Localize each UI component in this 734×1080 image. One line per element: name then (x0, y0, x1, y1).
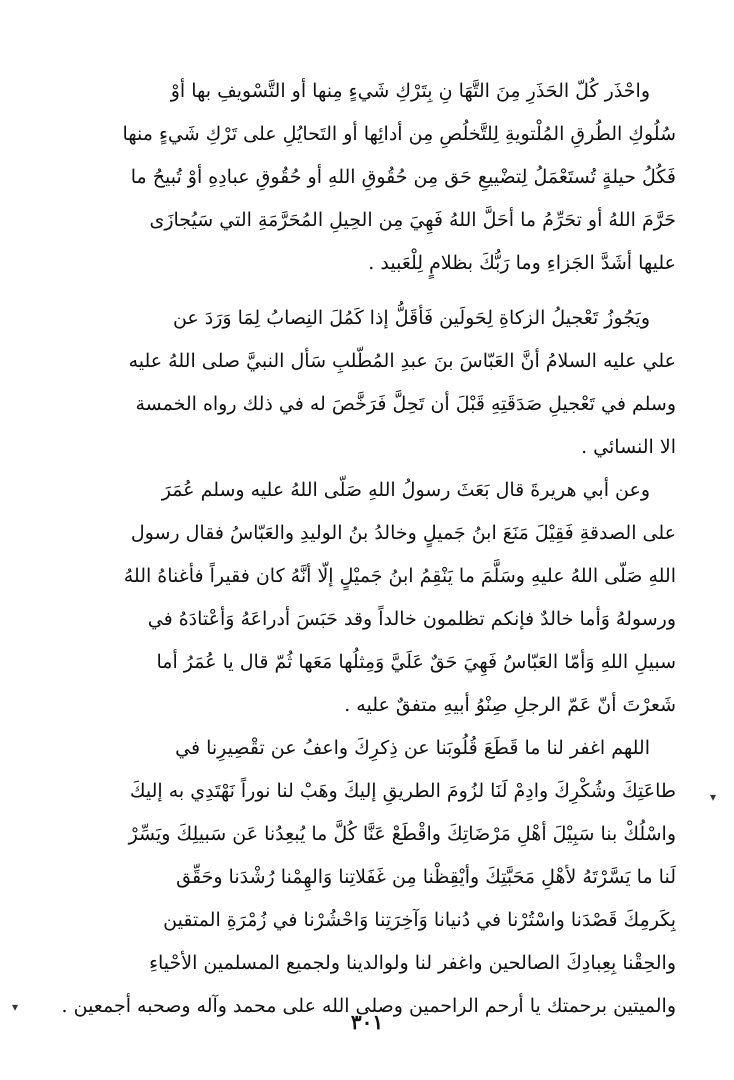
text-line: سبيلِ اللهِ وَأمّا العَبّاسُ فَهِيَ حَقٌ عَلَيَّ وَمِثلُها مَعَها ثُمّ قال يا عُمَرُ أما (156, 651, 676, 673)
margin-mark-left: ▾ (12, 1000, 19, 1014)
text-line: بِكَرمِكَ قَصْدَنا واسْتُرْنا في دُنيانا وَآخِرَتِنا وَاحْشُرْنا في زُمْرَةِ المتقين (163, 909, 676, 931)
text-line: اللهِ صَلّى اللهُ عليهِ وسَلَّمَ ما يَنْقِمُ ابنُ جَميْلٍ إلّا أنَّهُ كان فقيراً فأغناهُ اللهُ (123, 565, 676, 587)
text-line: والميتين برحمتك يا أرحم الراحمين وصلى الله على محمد وآله وصحبه أجمعين . (61, 995, 676, 1017)
body-text (60, 70, 676, 1028)
paragraph-hadith-abu-hurayra (60, 469, 676, 727)
text-line: وعن أبي هريرةَ قال بَعَثَ رسولُ اللهِ صَلّى اللهُ عليه وسلم عُمَرَ (161, 479, 650, 501)
text-line: شَعرْتَ أنّ عَمّ الرجلِ صِنْوُ أبيهِ متفقٌ عليه . (344, 694, 676, 716)
text-line: لَنا ما يَسَّرْتَهُ لأهْلِ مَحَبَّتِكَ وأيْقِظْنا مِن غَفَلاتِنا وَالهِمْنا رُشْدَنا وحَقِّق (176, 866, 676, 888)
text-line: ويَجُوزُ تَعْجيلُ الزكاةِ لِحَولَين فَأقَلُّ إذا كَمُلَ النِصابُ لِمَا وَرَدَ عن (172, 307, 650, 329)
paragraph-tajil-zakat (60, 297, 676, 469)
text-line: عليها أشَدَّ الجَزاءِ وما رَبُّكَ بظلامٍ لِلْعَبيد . (368, 252, 676, 274)
text-line: ورسولهُ وَأما خالدٌ فإنكم تظلمون خالداً وقد حَبَسَ أدراعَهُ وَأعْتادَهُ في (147, 608, 676, 630)
text-line: سُلُوكِ الطُرقِ المُلْتويةِ لِلتَّخلُصِ مِن أدائِها أو التَحايُلِ على تَرْكِ شَيءٍ منها (122, 123, 676, 145)
paragraph-dua (60, 727, 676, 1028)
text-line: علي عليه السلامُ أنَّ العَبّاسَ بنَ عبدِ المُطّلبِ سَأل النبيَّ صلى اللهُ عليه (128, 350, 676, 372)
text-line: طاعَتِكَ وشُكْرِكَ وادِمْ لَنَا لزُومَ الطريقِ إليكَ وهَبْ لنا نوراً نَهْتَدِي به إليكَ (129, 780, 676, 802)
text-line: وسلم في تَعْجيلِ صَدَقَتِهِ قَبْلَ أن تَحِلَّ فَرَخَّصَ له في ذلك رواه الخمسة (135, 393, 676, 415)
text-line: على الصدقةِ فَقِيْلَ مَنَعَ ابنُ جَميلٍ وخالدُ بنُ الوليدِ والعَبّاسُ فقال رسول (130, 522, 676, 544)
text-line: واحْذَر كُلّ الحَذَرِ مِنَ التَّهَا نِ بِتَرْكِ شَيءٍ مِنها أو التَّسْويفِ بها أوْ (170, 80, 650, 102)
text-line: اللهم اغفر لنا ما قَطَعَ قُلُوبَنا عن ذِكرِكَ واعفُ عن تقْصِيرِنا في (175, 737, 650, 759)
text-line: الا النسائي . (581, 436, 676, 458)
paragraph-hiyal (60, 70, 676, 285)
page-number: ٣٠١ (350, 1010, 384, 1034)
text-line: حَرَّمَ اللهُ أو تحَرِّمُ ما أحَلَّ اللهُ فَهِيَ مِن الحِيلِ المُحَرَّمَةِ التي سَيُجازَى (149, 209, 676, 231)
text-line: فَكُلُ حيلةٍ تُستَعْمَلُ لِتضْييعِ حَق مِن حُقُوقِ اللهِ أو حُقُوقِ عبادِهِ أوْ تُبيحُ ما (130, 166, 676, 188)
text-line: واسْلُكْ بنا سَبِيْلَ أهْلِ مَرْضَاتِكَ واقْطَعْ عَنَّا كُلَّ ما يُبعِدُنا عَن سَبيلِكَ ويَسِّرْ (128, 823, 676, 845)
text-line: والحِقْنا بِعِبادِكَ الصالحين واغفر لنا ولوالدينا ولجميع المسلمين الأحْياءِ (149, 952, 676, 974)
margin-mark-right: ▾ (710, 790, 717, 804)
